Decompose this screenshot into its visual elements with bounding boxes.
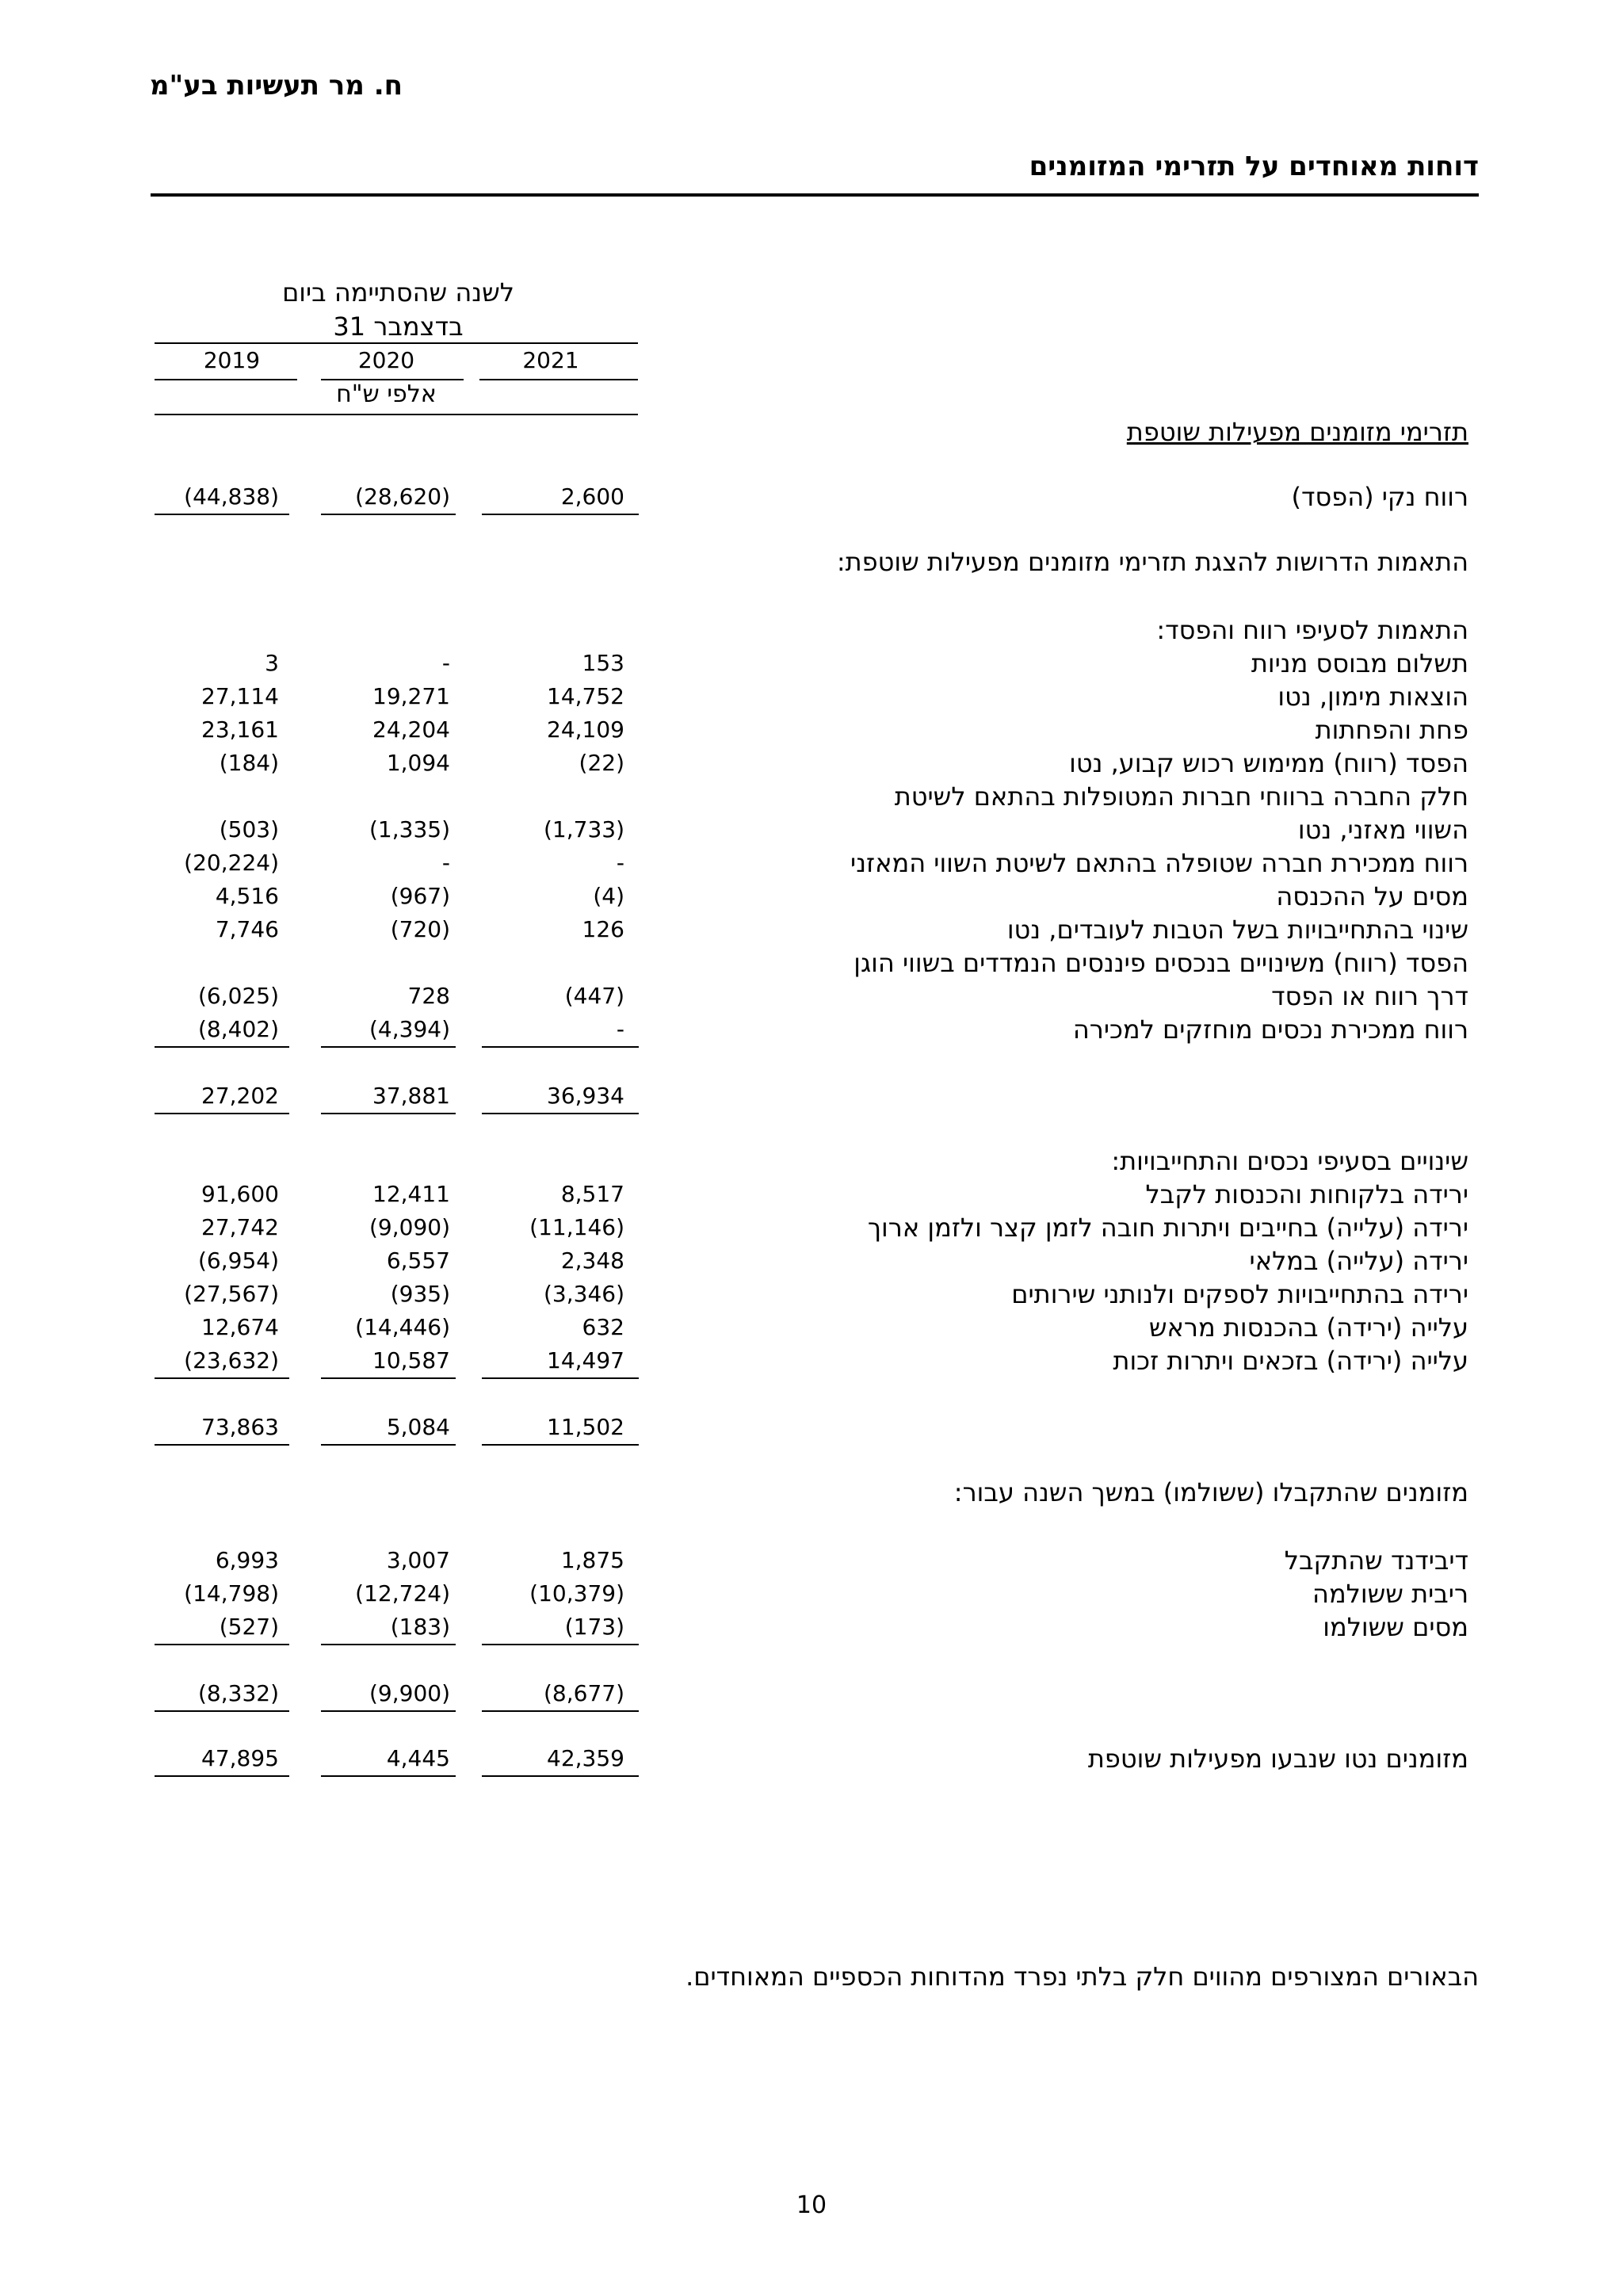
- underline-net-profit-2019: [155, 514, 289, 515]
- cell-income-tax-2020: (967): [390, 883, 450, 909]
- cell-employee-benefits-2020: (720): [390, 916, 450, 942]
- cell-depreciation-2021: 24,109: [547, 716, 624, 743]
- underline-held-for-sale-2021: [482, 1046, 639, 1048]
- cell-suppliers-2019: (27,567): [184, 1281, 279, 1307]
- underline-held-for-sale-2020: [321, 1046, 456, 1048]
- cash-received-paid-title: מזומנים שהתקבלו (ששולמו) במשך השנה עבור:: [953, 1477, 1468, 1507]
- underline-subtotal1-2019: [155, 1113, 289, 1114]
- underline-net-profit-2021: [482, 514, 639, 515]
- cell-subtotal1-2019: 27,202: [201, 1083, 279, 1109]
- row-label-fixed-assets: הפסד (רווח) ממימוש רכוש קבוע, נטו: [1069, 748, 1468, 778]
- cell-creditors-2020: 10,587: [372, 1347, 450, 1373]
- cell-net-cash-2019: 47,895: [201, 1745, 279, 1771]
- underline-subtotal2-2020: [321, 1444, 456, 1446]
- cell-depreciation-2020: 24,204: [372, 716, 450, 743]
- row-label-employee-benefits: שינוי בהתחייבויות בשל הטבות לעובדים, נטו: [1006, 915, 1468, 945]
- row-label-net-cash: מזומנים נטו שנבעו מפעילות שוטפת: [1087, 1744, 1468, 1774]
- cell-depreciation-2019: 23,161: [201, 716, 279, 743]
- underline-subtotal3-2021: [482, 1710, 639, 1712]
- row-label-fv-assets-line1: הפסד (רווח) משינויים בנכסים פיננסים הנמדדים בשווי הוגן: [854, 948, 1468, 978]
- underline-subtotal1-2021: [482, 1113, 639, 1114]
- cell-income-tax-2019: 4,516: [215, 883, 279, 909]
- cell-fv-assets-2020: 728: [407, 983, 450, 1009]
- cell-taxes-paid-2019: (527): [219, 1614, 279, 1640]
- cell-subtotal3-2019: (8,332): [197, 1680, 279, 1706]
- row-label-advances: עלייה (ירידה) בהכנסות מראש: [1148, 1312, 1468, 1343]
- underline-subtotal3-2019: [155, 1710, 289, 1712]
- cell-sale-equity-co-2020: -: [441, 850, 450, 876]
- cell-fv-assets-2019: (6,025): [197, 983, 279, 1009]
- cell-creditors-2021: 14,497: [547, 1347, 624, 1373]
- cell-dividend-2019: 6,993: [215, 1547, 279, 1573]
- operating-section-title: תזרימי מזומנים מפעילות שוטפת: [1126, 417, 1468, 447]
- cell-payables-2019: 27,742: [201, 1214, 279, 1240]
- unit-rule: [155, 414, 638, 415]
- row-label-income-tax: מסים על ההכנסה: [1276, 881, 1468, 911]
- cell-finance-exp-2019: 27,114: [201, 683, 279, 709]
- underline-creditors-2019: [155, 1377, 289, 1379]
- row-label-fv-assets: דרך רווח או הפסד: [1271, 981, 1468, 1011]
- cell-sale-equity-co-2021: -: [616, 850, 624, 876]
- cell-finance-exp-2020: 19,271: [372, 683, 450, 709]
- period-rule: [155, 342, 638, 344]
- cell-net-profit-2021: 2,600: [560, 483, 624, 510]
- cell-fixed-assets-2020: 1,094: [386, 750, 450, 776]
- cell-interest-2019: (14,798): [184, 1580, 279, 1606]
- cell-receivables-2019: 91,600: [201, 1181, 279, 1207]
- cell-held-for-sale-2020: (4,394): [369, 1016, 450, 1042]
- cell-inventory-2020: 6,557: [386, 1247, 450, 1274]
- report-title: דוחות מאוחדים על תזרימי המזומנים: [1029, 151, 1479, 182]
- year-2020-header: 2020: [357, 347, 415, 373]
- cell-suppliers-2021: (3,346): [543, 1281, 624, 1307]
- cell-employee-benefits-2019: 7,746: [215, 916, 279, 942]
- row-label-taxes-paid: מסים ששולמו: [1323, 1612, 1468, 1642]
- cell-sale-equity-co-2019: (20,224): [184, 850, 279, 876]
- cell-inventory-2019: (6,954): [197, 1247, 279, 1274]
- cell-suppliers-2020: (935): [390, 1281, 450, 1307]
- underline-taxes-paid-2019: [155, 1644, 289, 1645]
- cell-employee-benefits-2021: 126: [582, 916, 624, 942]
- cell-equity-share-2019: (503): [219, 816, 279, 842]
- cell-payables-2020: (9,090): [369, 1214, 450, 1240]
- cell-equity-share-2020: (1,335): [369, 816, 450, 842]
- cell-dividend-2020: 3,007: [386, 1547, 450, 1573]
- company-name: ח. מר תעשיות בע"מ: [149, 70, 403, 101]
- underline-subtotal2-2021: [482, 1444, 639, 1446]
- cell-inventory-2021: 2,348: [560, 1247, 624, 1274]
- cell-interest-2021: (10,379): [529, 1580, 624, 1606]
- cell-fv-assets-2021: (447): [564, 983, 624, 1009]
- row-label-interest: ריבית ששולמה: [1312, 1579, 1468, 1609]
- cell-subtotal1-2020: 37,881: [372, 1083, 450, 1109]
- row-label-payables: ירידה (עלייה) בחייבים ויתרות חובה לזמן קצר ולזמן ארוך: [867, 1213, 1468, 1243]
- cell-net-profit-2020: (28,620): [355, 483, 450, 510]
- cell-share-based-2020: -: [441, 650, 450, 676]
- cell-share-based-2019: 3: [265, 650, 279, 676]
- underline-net-cash-2019: [155, 1775, 289, 1777]
- year-rule-2019: [155, 379, 297, 380]
- underline-subtotal1-2020: [321, 1113, 456, 1114]
- cell-subtotal1-2021: 36,934: [547, 1083, 624, 1109]
- cell-dividend-2021: 1,875: [560, 1547, 624, 1573]
- cell-held-for-sale-2021: -: [616, 1016, 624, 1042]
- cell-income-tax-2021: (4): [593, 883, 624, 909]
- cell-held-for-sale-2019: (8,402): [197, 1016, 279, 1042]
- cell-receivables-2020: 12,411: [372, 1181, 450, 1207]
- pl-adjustments-title: התאמות לסעיפי רווח והפסד:: [1156, 615, 1468, 645]
- cell-advances-2021: 632: [582, 1314, 624, 1340]
- page-number: 10: [796, 2191, 827, 2219]
- cell-fixed-assets-2019: (184): [219, 750, 279, 776]
- underline-held-for-sale-2019: [155, 1046, 289, 1048]
- cell-taxes-paid-2020: (183): [390, 1614, 450, 1640]
- row-label-suppliers: ירידה בהתחייבויות לספקים ולנותני שירותים: [1011, 1279, 1468, 1309]
- cell-equity-share-2021: (1,733): [543, 816, 624, 842]
- row-label-share-based: תשלום מבוסס מניות: [1251, 648, 1468, 678]
- year-2019-header: 2019: [203, 347, 261, 373]
- row-label-finance-exp: הוצאות מימון, נטו: [1277, 682, 1468, 712]
- row-label-held-for-sale: רווח ממכירת נכסים מוחזקים למכירה: [1072, 1014, 1468, 1045]
- cell-subtotal2-2021: 11,502: [547, 1414, 624, 1440]
- row-label-receivables: ירידה בלקוחות והכנסות לקבל: [1145, 1179, 1468, 1209]
- underline-taxes-paid-2020: [321, 1644, 456, 1645]
- year-rule-2021: [479, 379, 638, 380]
- period-heading-line1: לשנה שהסתיימה ביום: [282, 277, 514, 308]
- cell-share-based-2021: 153: [582, 650, 624, 676]
- cell-subtotal3-2020: (9,900): [369, 1680, 450, 1706]
- row-label-inventory: ירידה (עלייה) במלאי: [1249, 1246, 1468, 1276]
- row-label-dividend: דיבידנד שהתקבל: [1284, 1545, 1468, 1576]
- cell-interest-2020: (12,724): [355, 1580, 450, 1606]
- underline-subtotal3-2020: [321, 1710, 456, 1712]
- row-label-equity-share: השווי מאזני, נטו: [1297, 815, 1468, 845]
- cell-net-cash-2020: 4,445: [386, 1745, 450, 1771]
- row-label-net-profit: רווח נקי (הפסד): [1291, 482, 1468, 512]
- cell-net-profit-2019: (44,838): [184, 483, 279, 510]
- row-label-creditors: עלייה (ירידה) בזכאים ויתרות זכות: [1113, 1346, 1468, 1376]
- underline-net-cash-2020: [321, 1775, 456, 1777]
- underline-net-cash-2021: [482, 1775, 639, 1777]
- cell-subtotal2-2019: 73,863: [201, 1414, 279, 1440]
- cell-subtotal2-2020: 5,084: [386, 1414, 450, 1440]
- year-2021-header: 2021: [522, 347, 579, 373]
- cell-payables-2021: (11,146): [529, 1214, 624, 1240]
- cell-advances-2020: (14,446): [355, 1314, 450, 1340]
- adjustments-title: התאמות הדרושות להצגת תזרימי מזומנים מפעילות שוטפת:: [836, 547, 1468, 577]
- cell-taxes-paid-2021: (173): [564, 1614, 624, 1640]
- wc-changes-title: שינויים בסעיפי נכסים והתחייבויות:: [1111, 1146, 1468, 1176]
- cell-creditors-2019: (23,632): [184, 1347, 279, 1373]
- underline-net-profit-2020: [321, 514, 456, 515]
- header-rule: [151, 193, 1479, 197]
- footer-note: הבאורים המצורפים מהווים חלק בלתי נפרד מהדוחות הכספיים המאוחדים.: [685, 1962, 1479, 1992]
- period-heading-line2: 31 בדצמבר: [333, 311, 464, 342]
- cell-fixed-assets-2021: (22): [579, 750, 624, 776]
- row-label-sale-equity-company: רווח ממכירת חברה שטופלה בהתאם לשיטת השווי המאזני: [850, 848, 1468, 878]
- underline-taxes-paid-2021: [482, 1644, 639, 1645]
- cell-finance-exp-2021: 14,752: [547, 683, 624, 709]
- cell-advances-2019: 12,674: [201, 1314, 279, 1340]
- cell-net-cash-2021: 42,359: [547, 1745, 624, 1771]
- cell-subtotal3-2021: (8,677): [543, 1680, 624, 1706]
- cell-receivables-2021: 8,517: [560, 1181, 624, 1207]
- unit-label: אלפי ש"ח: [336, 380, 437, 408]
- underline-subtotal2-2019: [155, 1444, 289, 1446]
- row-label-equity-share-line1: חלק החברה ברווחי חברות המטופלות בהתאם לשיטת: [894, 781, 1468, 812]
- underline-creditors-2020: [321, 1377, 456, 1379]
- underline-creditors-2021: [482, 1377, 639, 1379]
- row-label-depreciation: פחת והפחתות: [1315, 715, 1468, 745]
